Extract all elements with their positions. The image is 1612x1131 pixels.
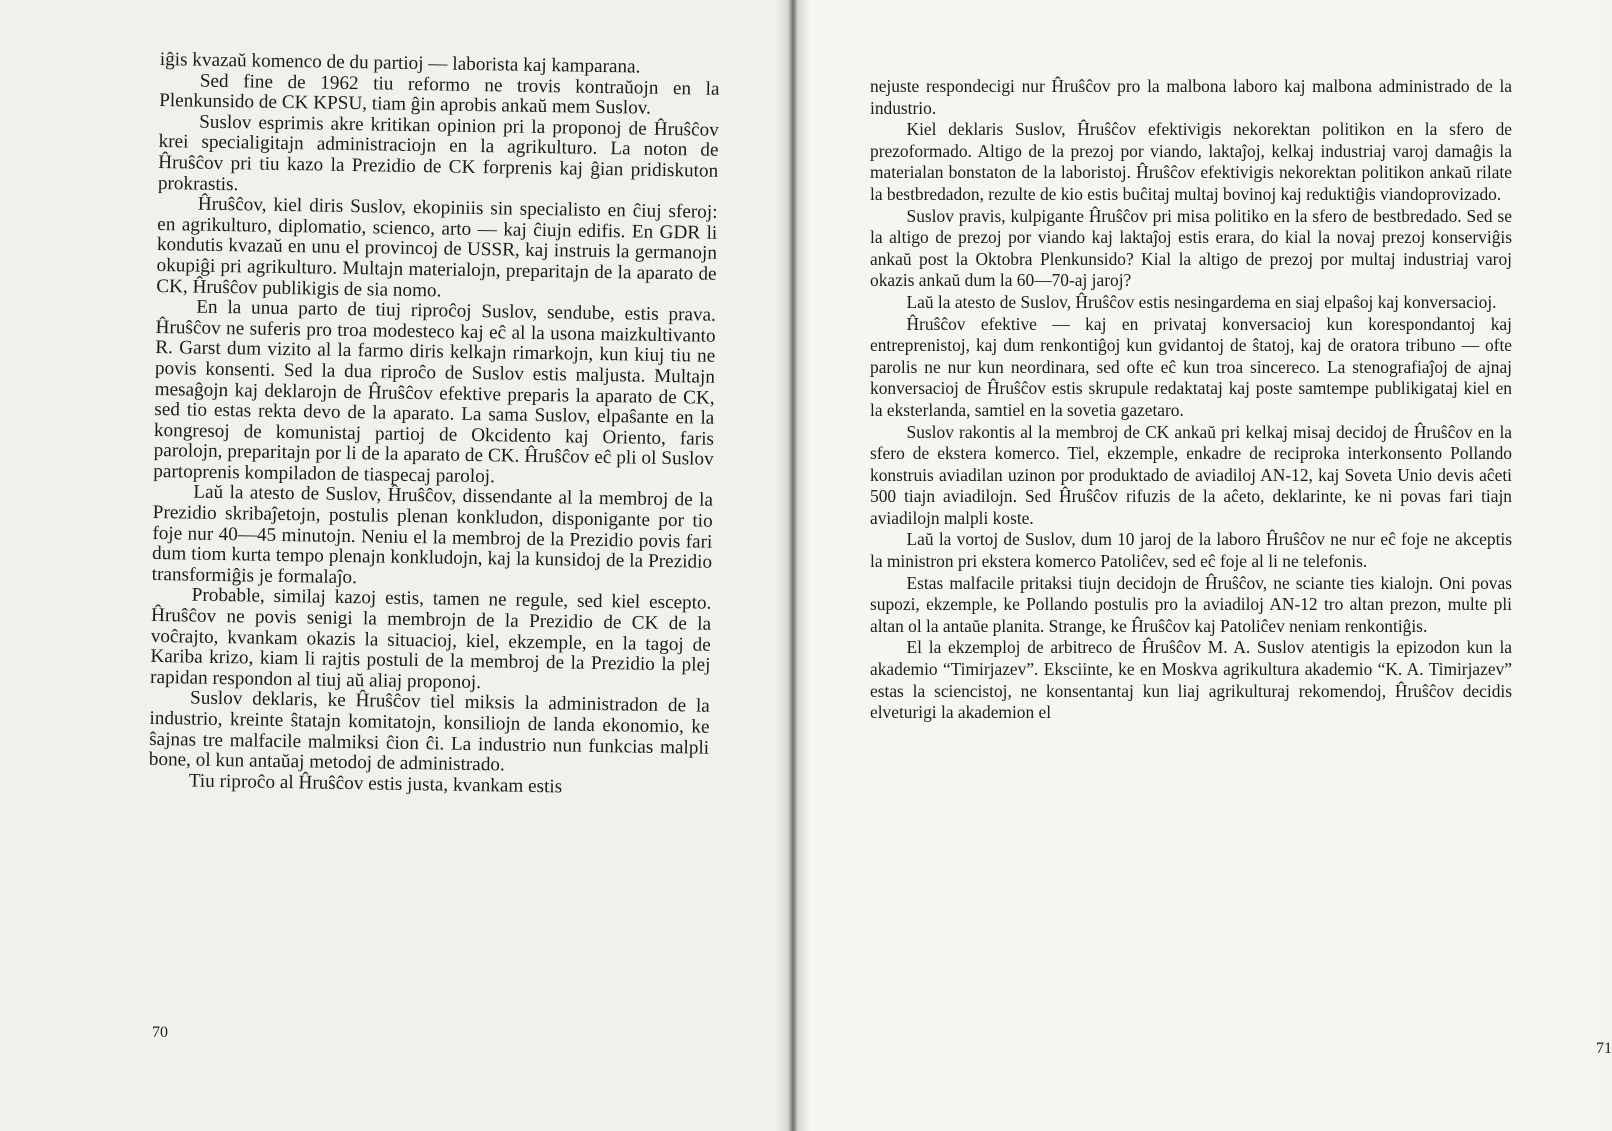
left-paragraph-5: En la unua parto de tiuj riproĉoj Suslov, sendube, estis prava. Ĥruŝĉov ne suferis pro troa modesteco kaj eĉ al la usona maizkultivanto R. Garst dum vizito al la farmo diris kelkajn rimarkojn, kun kiuj tiu ne povis konsenti. Sed la dua riproĉo de Suslov estis maljusta. Multajn mesaĝojn kaj deklarojn de Ĥruŝĉov efektive preparis la aparato de CK, sed tio estas rekta devo de la aparato. La sama Suslov, elpaŝante en la kongresoj de komunistaj partioj de Okcidento kaj Oriento, faris parolojn, preparitajn por li de la aparato de CK. Ĥruŝĉov eĉ pli ol Suslov partoprenis kompiladon de tiaspecaj paroloj. [153,296,717,488]
left-paragraph-1: iĝis kvazaŭ komenco de du partioj — laborista kaj kamparana. [159,49,641,78]
left-page-number: 70 [152,1024,168,1041]
right-paragraph-3: Suslov pravis, kulpigante Ĥruŝĉov pri misa politiko en la sfero de bestbredado. Sed se la altigo de prezoj por viando kaj laktaĵoj estis erara, do kial la novaj prezoj konserviĝis ankaŭ post la Oktobra Plenkunsido? Kial la altigo de prezoj por multaj industriaj varoj okazis ankaŭ dum la 60—70-aj jaroj? [870,205,1512,291]
right-paragraph-4: Laŭ la atesto de Suslov, Ĥruŝĉov estis nesingardema en siaj elpaŝoj kaj konversacioj. [906,291,1497,312]
right-paragraph-7: Laŭ la vortoj de Suslov, dum 10 jaroj de la laboro Ĥruŝĉov ne nur eĉ foje ne akceptis la ministron pri ekstera komerco Patoliĉev, sed eĉ foje al li ne telefonis. [870,529,1512,572]
left-paragraph-6: Laŭ la atesto de Suslov, Ĥruŝĉov, dissendante al la membroj de la Prezidio skribaĵetojn, postulis plenan konkludon, disponigante por tio foje nur 40—45 minutojn. Neniu el la membroj de la Prezidio povis fari dum tiom kurta tempo plenajn konkludojn, kaj la kunsidoj de la Prezidio transformiĝis je formalaĵo. [151,482,714,589]
left-page-text [148,50,720,800]
right-paragraph-5: Ĥruŝĉov efektive — kaj en privataj konversacioj kun korespondantoj kaj entreprenistoj, kaj dum renkontiĝoj kun gvidantoj de ŝtatoj, kaj de oratora tribuno — ofte parolis ne nur kun neordinara, sed ofte eĉ kun troa sincereco. La stenografiaĵoj de ajnaj konversacioj de Ĥruŝĉov estis skrupule redaktataj kaj poste samtempe publikigataj kiel en la eksterlanda, samtiel en la sovetia gazetaro. [870,313,1512,420]
left-paragraph-9: Tiu riproĉo al Ĥruŝĉov estis justa, kvankam estis [188,770,563,798]
left-paragraph-2: Sed fine de 1962 tiu reformo ne trovis kontraŭojn en la Plenkunsido de CK KPSU, tiam ĝin aprobis ankaŭ mem Suslov. [159,70,720,119]
left-page [0,0,790,1131]
right-paragraph-2: Kiel deklaris Suslov, Ĥruŝĉov efektivigis nekorektan politikon en la sfero de prezoformado. Altigo de la prezoj por viando, laktaĵoj, kelkaj industriaj varoj damaĝis la materialan bonstaton de la laboristoj. Ĥruŝĉov efektivigis nekorektan politikon ankaŭ rilate la bestbredadon, rezulte de kio estis buĉitaj multaj bovinoj kaj reduktiĝis viandoprovizado. [870,119,1512,204]
book-gutter-shadow [776,0,810,1131]
right-paragraph-1: nejuste respondecigi nur Ĥruŝĉov pro la malbona laboro kaj malbona administrado de la industrio. [870,76,1512,118]
right-paragraph-8: Estas malfacile pritaksi tiujn decidojn de Ĥruŝĉov, ne sciante ties kialojn. Oni povas supozi, ekzemple, ke Pollando postulis pro la aviadiloj AN-12 tro altan prezon, multe pli altan ol la antaŭe planita. Strange, ke Ĥruŝĉov kaj Patoliĉev neniam renkontiĝis. [870,572,1512,636]
left-paragraph-8: Suslov deklaris, ke Ĥruŝĉov tiel miksis la administradon de la industrio, kreinte ŝtatajn komitatojn, konsiliojn de landa ekonomio, ke ŝajnas tre malfacile malmiksi ĉion ĉi. La industrio nun funkcias malpli bone, ol kun antaŭaj metodoj de administrado. [148,687,710,776]
right-page-number: 71 [1596,1040,1612,1057]
right-page-text [870,76,1512,724]
left-paragraph-7: Probable, similaj kazoj estis, tamen ne regule, sed kiel escepto. Ĥruŝĉov ne povis senigi la membrojn de la Prezidio de CK de la voĉrajto, kvankam okazis la situacioj, kiel, ekzemple, en la tagoj de Kariba krizo, kiam li rajtis postuli de la membroj de la Prezidio la plej rapidan respondon al tiuj aŭ aliaj proponoj. [149,585,712,693]
left-paragraph-3: Suslov esprimis akre kritikan opinion pri la proponoj de Ĥruŝĉov krei specialigitajn administraciojn en la agrikulturo. La noton de Ĥruŝĉov pri tiu kazo la Prezidio de CK forprenis kaj ĝian pridiskuton prokrastis. [157,111,719,195]
right-paragraph-6: Suslov rakontis al la membroj de CK ankaŭ pri kelkaj misaj decidoj de Ĥruŝĉov en la sfero de ekstera komerco. Tiel, ekzemple, enkadre de reciproka interkonsento Pollando konstruis aviadilan uzinon por produktado de aviadiloj AN-12, kaj Soveta Unio devis aĉeti 500 tiajn aviadilojn. Sed Ĥruŝĉov rifuzis de la aĉeto, deklarinte, ke ni povas fari tiajn aviadilojn malpli koste. [870,421,1512,528]
left-paragraph-4: Ĥruŝĉov, kiel diris Suslov, ekopiniis sin specialisto en ĉiuj sferoj: en agrikulturo, diplomatio, scienco, arto — kaj ĉiujn edifis. En GDR li kondutis kvazaŭ en unu el provincoj de USSR, kaj instruis la germanojn okupiĝi pri agrikulturo. Multajn materialojn, preparitajn de la aparato de CK, Ĥruŝĉov publikigis de sia nomo. [156,193,718,301]
right-page [790,0,1612,1131]
right-paragraph-9: El la ekzemploj de arbitreco de Ĥruŝĉov M. A. Suslov atentigis la epizodon kun la akademio “Timirjazev”. Eksciinte, ke en Moskva agrikultura akademio “K. A. Timirjazev” estas la sciencistoj, ne konsentantaj kun liaj agrikulturaj rekomendoj, Ĥruŝĉov decidis elveturigi la akademion el [870,637,1512,723]
